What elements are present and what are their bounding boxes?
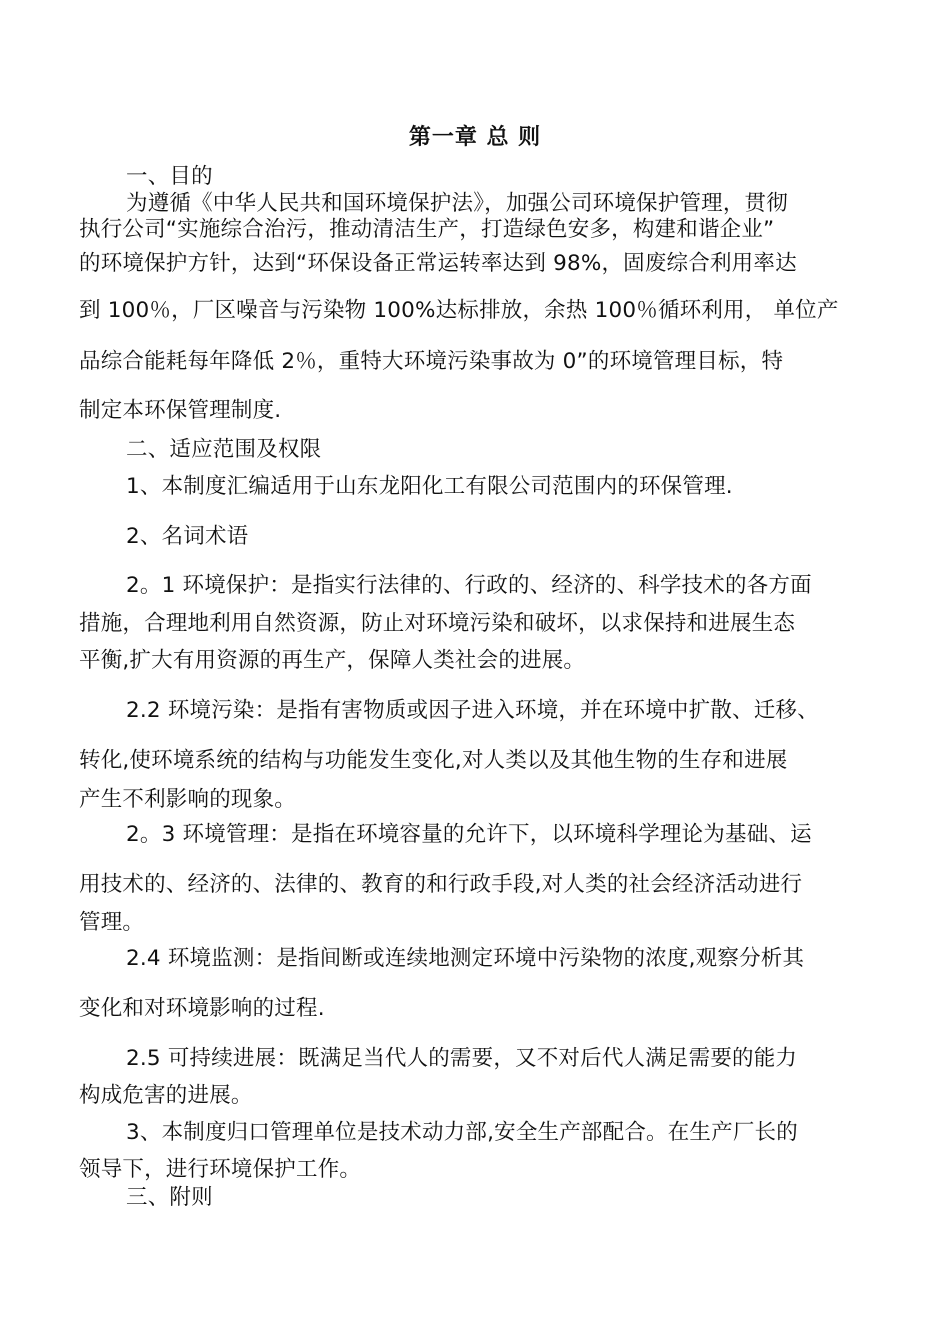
- paragraph-line: 为遵循《中华人民共和国环境保护法》，加强公司环境保护管理，贯彻: [126, 191, 788, 216]
- paragraph-line: 用技术的、经济的、法律的、教育的和行政手段,对人类的社会经济活动进行: [79, 872, 803, 897]
- heading-scope: 二、适应范围及权限: [126, 437, 322, 462]
- paragraph-line: 领导下，进行环境保护工作。: [79, 1157, 362, 1182]
- paragraph-line: 措施，合理地利用自然资源，防止对环境污染和破坏，以求保持和进展生态: [79, 611, 796, 636]
- paragraph-line: 执行公司“实施综合治污，推动清洁生产，打造绿色安多，构建和谐企业”: [79, 217, 775, 242]
- paragraph-line: 到 100％，厂区噪音与污染物 100%达标排放，余热 100％循环利用， 单位产: [79, 298, 839, 323]
- paragraph-line: 2.4 环境监测：是指间断或连续地测定环境中污染物的浓度,观察分析其: [126, 946, 805, 971]
- paragraph-line: 构成危害的进展。: [79, 1083, 253, 1108]
- paragraph-line: 2。1 环境保护：是指实行法律的、行政的、经济的、科学技术的各方面: [126, 573, 812, 598]
- paragraph-line: 管理。: [79, 910, 145, 935]
- paragraph-line: 2。3 环境管理：是指在环境容量的允许下，以环境科学理论为基础、运: [126, 822, 812, 847]
- paragraph-line: 产生不利影响的现象。: [79, 787, 297, 812]
- paragraph-line: 转化,使环境系统的结构与功能发生变化,对人类以及其他生物的生存和进展: [79, 748, 788, 773]
- paragraph-line: 品综合能耗每年降低 2％，重特大环境污染事故为 0”的环境管理目标，特: [79, 349, 784, 374]
- paragraph-line: 制定本环保管理制度.: [79, 398, 282, 423]
- paragraph-line: 3、本制度归口管理单位是技术动力部,安全生产部配合。在生产厂长的: [126, 1120, 798, 1145]
- paragraph-line: 2.2 环境污染：是指有害物质或因子进入环境，并在环境中扩散、迁移、: [126, 698, 819, 723]
- paragraph-line: 2.5 可持续进展：既满足当代人的需要，又不对后代人满足需要的能力: [126, 1046, 798, 1071]
- chapter-title: 第一章 总 则: [408, 125, 542, 150]
- paragraph-line: 变化和对环境影响的过程.: [79, 996, 325, 1021]
- heading-appendix: 三、附则: [126, 1185, 213, 1210]
- paragraph-line: 的环境保护方针，达到“环保设备正常运转率达到 98%，固废综合利用率达: [79, 251, 797, 276]
- heading-purpose: 一、目的: [126, 164, 213, 189]
- heading-terms: 2、名词术语: [126, 524, 249, 549]
- paragraph-line: 1、本制度汇编适用于山东龙阳化工有限公司范围内的环保管理.: [126, 474, 733, 499]
- paragraph-line: 平衡,扩大有用资源的再生产，保障人类社会的进展。: [79, 648, 586, 673]
